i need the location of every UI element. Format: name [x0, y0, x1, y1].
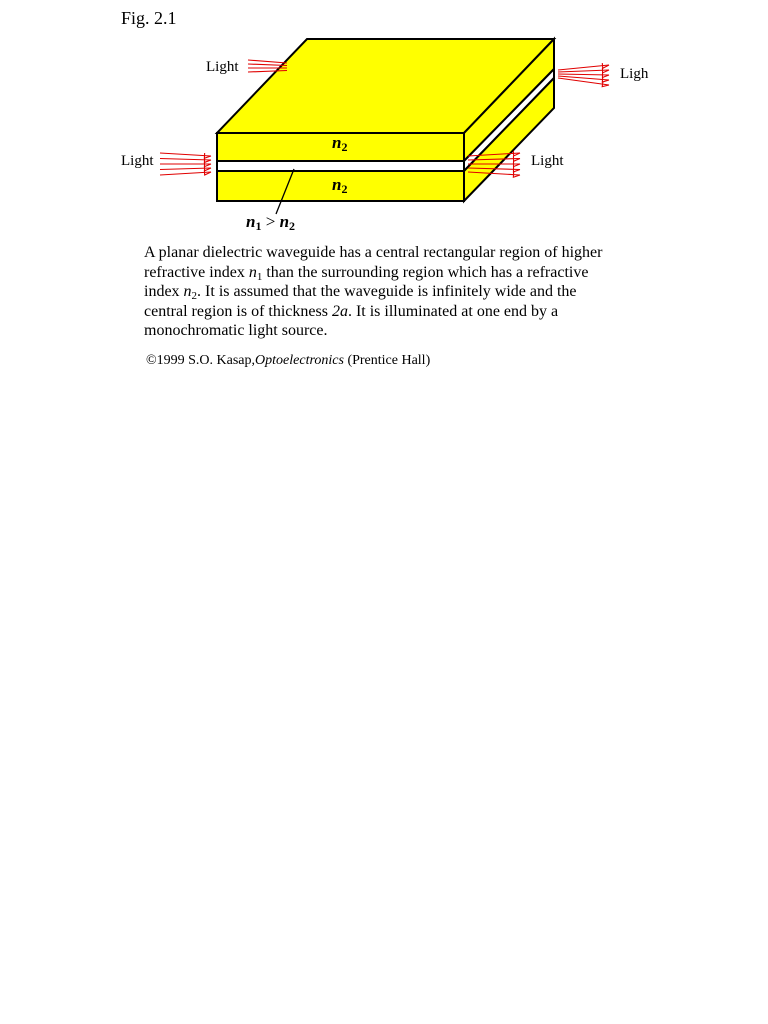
waveguide-slab — [217, 39, 554, 201]
light-bundle-top-right — [558, 63, 609, 87]
light-label-top-right: Ligh — [620, 66, 649, 82]
copyright-notice: ©1999 S.O. Kasap,Optoelectronics (Prentice Hall) — [146, 353, 431, 368]
light-bundle-mid-left — [160, 153, 211, 175]
light-ray — [160, 153, 211, 156]
light-label-top-left: Light — [206, 59, 239, 75]
light-ray — [160, 172, 211, 175]
light-ray — [558, 70, 609, 72]
index-relation-label: $n_1 > n_2$ — [246, 212, 296, 233]
light-label-mid-left: Light — [121, 153, 154, 169]
light-ray — [558, 74, 609, 75]
light-ray — [248, 60, 287, 63]
light-ray — [160, 168, 211, 170]
light-ray — [558, 65, 609, 70]
lower-cladding-index-label: $n_2$ — [332, 175, 348, 196]
light-ray — [248, 64, 287, 66]
light-label-mid-right: Light — [531, 153, 564, 169]
figure-label: Fig. 2.1 — [121, 8, 177, 28]
light-ray — [160, 159, 211, 161]
upper-cladding-index-label: $n_2$ — [332, 133, 348, 154]
figure-caption: A planar dielectric waveguide has a central rectangular region of higher refractive index $n_1$ than the surrounding region which has a refractive index $n_2$. It is assumed that the waveguide is infinitely wide and the central region is of thickness 2a. It is illuminated at one end by a monochromatic light source. — [144, 244, 603, 339]
slab-front-core — [217, 161, 464, 171]
